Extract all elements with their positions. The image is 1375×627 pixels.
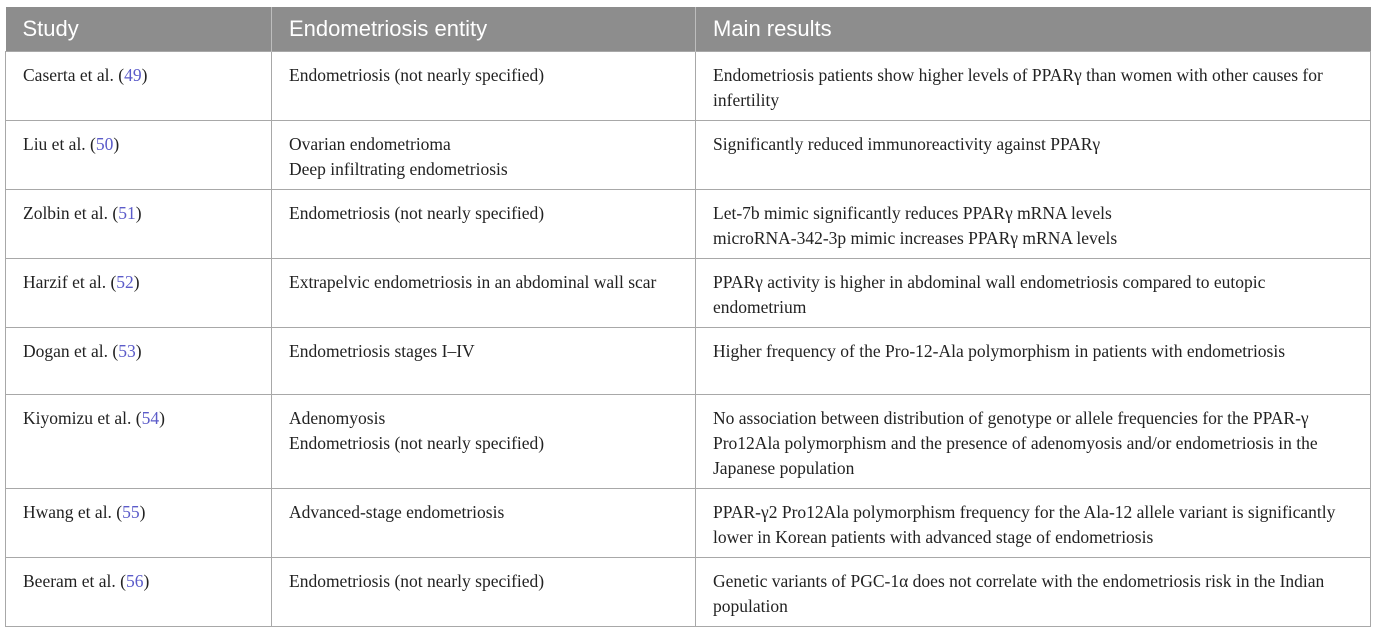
study-author: Zolbin et al. ( xyxy=(23,203,119,223)
table-header xyxy=(6,7,1371,52)
reference-link[interactable]: 56 xyxy=(126,571,144,591)
table-body xyxy=(6,52,1371,627)
header-entity: Endometriosis entity xyxy=(272,7,696,52)
study-author: Caserta et al. ( xyxy=(23,65,125,85)
cell-study xyxy=(6,190,272,259)
result-line: PPARγ activity is higher in abdominal wall endometriosis compared to eutopic endometrium xyxy=(713,272,1266,317)
reference-link[interactable]: 52 xyxy=(116,272,134,292)
study-close-paren: ) xyxy=(159,408,165,428)
entity-line: Endometriosis stages I–IV xyxy=(289,341,475,361)
cell-results xyxy=(696,489,1371,558)
table-row xyxy=(6,259,1371,328)
cell-results xyxy=(696,121,1371,190)
cell-results xyxy=(696,558,1371,627)
results-table-container xyxy=(5,7,1370,627)
cell-study xyxy=(6,259,272,328)
study-author: Liu et al. ( xyxy=(23,134,96,154)
study-close-paren: ) xyxy=(135,203,142,223)
cell-study xyxy=(6,558,272,627)
entity-line: Endometriosis (not nearly specified) xyxy=(289,433,545,453)
cell-entity xyxy=(272,259,696,328)
result-line: Endometriosis patients show higher levels of PPARγ than women with other causes for infertility xyxy=(713,65,1323,110)
result-line: No association between distribution of genotype or allele frequencies for the PPAR-γ Pro12Ala polymorphism and the presence of adenomyosis and/or endometriosis in the Japanese population xyxy=(713,408,1318,478)
header-study: Study xyxy=(6,7,272,52)
result-line: Significantly reduced immunoreactivity against PPARγ xyxy=(713,134,1101,154)
cell-study xyxy=(6,489,272,558)
study-author: Harzif et al. ( xyxy=(23,272,117,292)
result-line: Let-7b mimic significantly reduces PPARγ mRNA levels xyxy=(713,203,1112,223)
result-line: microRNA-342-3p mimic increases PPARγ mRNA levels xyxy=(713,228,1118,248)
reference-link[interactable]: 54 xyxy=(141,408,160,428)
cell-entity xyxy=(272,489,696,558)
entity-line: Endometriosis (not nearly specified) xyxy=(289,571,545,591)
header-results: Main results xyxy=(696,7,1371,52)
cell-results xyxy=(696,190,1371,259)
result-line: Higher frequency of the Pro-12-Ala polymorphism in patients with endometriosis xyxy=(713,341,1286,361)
cell-entity xyxy=(272,121,696,190)
cell-results xyxy=(696,328,1371,395)
cell-entity xyxy=(272,190,696,259)
table-row xyxy=(6,558,1371,627)
cell-study xyxy=(6,121,272,190)
entity-line: Extrapelvic endometriosis in an abdominal wall scar xyxy=(289,272,657,292)
cell-entity xyxy=(272,395,696,489)
table-row xyxy=(6,395,1371,489)
reference-link[interactable]: 49 xyxy=(124,65,142,85)
reference-link[interactable]: 53 xyxy=(118,341,136,361)
cell-results xyxy=(696,395,1371,489)
study-close-paren: ) xyxy=(141,65,148,85)
entity-line: Adenomyosis xyxy=(289,408,386,428)
study-author: Kiyomizu et al. ( xyxy=(23,408,142,428)
entity-line: Advanced-stage endometriosis xyxy=(289,502,505,522)
table-row xyxy=(6,489,1371,558)
table-row xyxy=(6,190,1371,259)
study-author: Hwang et al. ( xyxy=(23,502,123,522)
study-author: Beeram et al. ( xyxy=(23,571,127,591)
entity-line: Ovarian endometrioma xyxy=(289,134,451,154)
result-line: PPAR-γ2 Pro12Ala polymorphism frequency for the Ala-12 allele variant is significantly lower in Korean patients with advanced stage of endometriosis xyxy=(713,502,1336,547)
entity-line: Endometriosis (not nearly specified) xyxy=(289,65,545,85)
entity-line: Endometriosis (not nearly specified) xyxy=(289,203,545,223)
cell-entity xyxy=(272,328,696,395)
reference-link[interactable]: 51 xyxy=(118,203,136,223)
study-close-paren: ) xyxy=(139,502,146,522)
cell-results xyxy=(696,52,1371,121)
table-row xyxy=(6,52,1371,121)
study-close-paren: ) xyxy=(133,272,140,292)
cell-entity xyxy=(272,52,696,121)
study-close-paren: ) xyxy=(143,571,150,591)
study-close-paren: ) xyxy=(135,341,142,361)
table-row xyxy=(6,121,1371,190)
result-line: Genetic variants of PGC-1α does not correlate with the endometriosis risk in the Indian population xyxy=(713,571,1325,616)
study-author: Dogan et al. ( xyxy=(23,341,119,361)
reference-link[interactable]: 55 xyxy=(122,502,140,522)
cell-study xyxy=(6,52,272,121)
results-table xyxy=(5,7,1371,627)
cell-entity xyxy=(272,558,696,627)
table-row xyxy=(6,328,1371,395)
cell-study xyxy=(6,328,272,395)
reference-link[interactable]: 50 xyxy=(95,134,114,154)
study-close-paren: ) xyxy=(113,134,120,154)
cell-results xyxy=(696,259,1371,328)
cell-study xyxy=(6,395,272,489)
entity-line: Deep infiltrating endometriosis xyxy=(289,159,508,179)
